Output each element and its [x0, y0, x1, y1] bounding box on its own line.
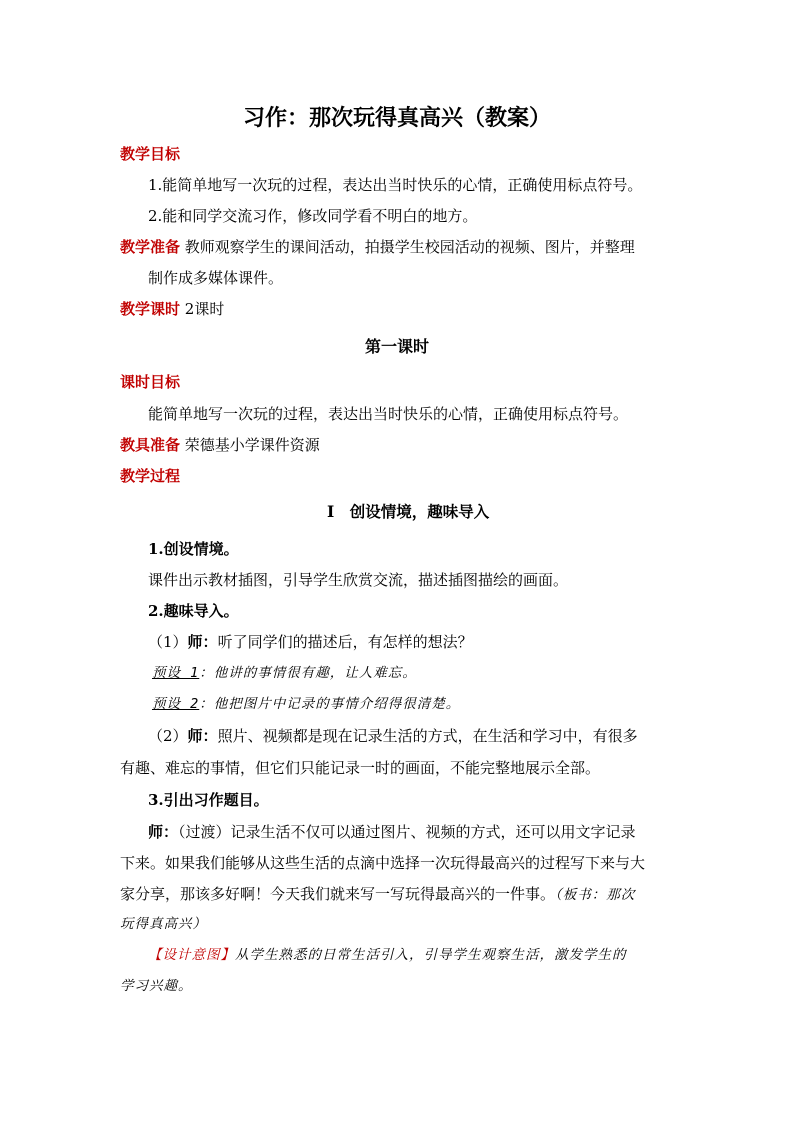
q2-text-1: 照片、视频都是现在记录生活的方式，在生活和学习中，有很多 — [217, 727, 638, 745]
question1 — [148, 632, 473, 652]
question2-line-2: 有趣、难忘的事情，但它们只能记录一时的画面，不能完整地展示全部。 — [120, 759, 601, 777]
process-label: 教学过程 — [120, 467, 181, 485]
step3-para-line-2: 下来。如果我们能够从这些生活的点滴中选择一次玩得最高兴的过程写下来与大 — [120, 854, 646, 872]
preset1-line — [152, 663, 417, 683]
section1-title: Ⅰ 创设情境，趣味导入 — [327, 502, 490, 521]
step2-title: 2.趣味导入。 — [148, 602, 239, 620]
step1-text: 课件出示教材插图，引导学生欣赏交流，描述插图描绘的画面。 — [148, 571, 569, 589]
s3-board-1: （板书：那次 — [555, 887, 636, 903]
hours-line — [120, 299, 224, 319]
lesson1-title: 第一课时 — [364, 337, 429, 356]
preset1-text: ：他讲的事情很有趣，让人难忘。 — [199, 665, 417, 681]
tools-text: 荣德基小学课件资源 — [180, 436, 320, 454]
q1-teacher: 师： — [187, 633, 218, 651]
lesson-goal-label: 课时目标 — [120, 373, 181, 391]
preset2-line — [152, 694, 460, 714]
question2-line-1 — [148, 726, 638, 746]
step3-board-2: 玩得真高兴） — [120, 916, 207, 932]
design-intent-line-2: 学习兴趣。 — [120, 978, 193, 994]
q1-prefix: （1） — [148, 633, 188, 651]
design-text-1: 从学生熟悉的日常生活引入，引导学生观察生活，激发学生的 — [235, 947, 627, 963]
prep-label: 教学准备 — [120, 238, 181, 256]
preset2-label: 预设 2 — [152, 696, 200, 712]
step3-para-line-1 — [148, 822, 636, 842]
lesson-goal-heading — [120, 372, 180, 392]
page-title: 习作：那次玩得真高兴（教案） — [242, 105, 551, 131]
preset2-text: ：他把图片中记录的事情介绍得很清楚。 — [199, 696, 461, 712]
step3-para-line-3 — [120, 884, 635, 905]
step1-title: 1.创设情境。 — [148, 540, 239, 558]
goals-heading — [120, 144, 180, 164]
q2-teacher: 师： — [187, 727, 218, 745]
step3-title: 3.引出习作题目。 — [148, 791, 269, 809]
hours-text: 2课时 — [180, 300, 225, 318]
goal-item-1: 1.能简单地写一次玩的过程，表达出当时快乐的心情，正确使用标点符号。 — [148, 176, 643, 194]
s3-teacher: 师： — [148, 823, 179, 841]
s3-text-1: （过渡）记录生活不仅可以通过图片、视频的方式，还可以用文字记录 — [178, 823, 636, 841]
tools-line — [120, 435, 320, 455]
goals-label: 教学目标 — [120, 145, 181, 163]
prep-line-1 — [120, 237, 635, 257]
q1-text: 听了同学们的描述后，有怎样的想法？ — [217, 633, 473, 651]
prep-line-2: 制作成多媒体课件。 — [148, 269, 284, 287]
tools-label: 教具准备 — [120, 436, 181, 454]
q2-prefix: （2） — [148, 727, 188, 745]
design-label: 【设计意图】 — [148, 947, 235, 963]
lesson-goal-text: 能简单地写一次玩的过程，表达出当时快乐的心情，正确使用标点符号。 — [148, 405, 629, 423]
s3-text-3: 家分享，那该多好啊！今天我们就来写一写玩得最高兴的一件事。 — [120, 885, 556, 903]
prep-text-1: 教师观察学生的课间活动，拍摄学生校园活动的视频、图片，并整理 — [180, 238, 635, 256]
process-heading — [120, 466, 180, 486]
design-intent-line-1 — [148, 945, 627, 965]
hours-label: 教学课时 — [120, 300, 181, 318]
preset1-label: 预设 1 — [152, 665, 200, 681]
goal-item-2: 2.能和同学交流习作，修改同学看不明白的地方。 — [148, 207, 478, 225]
